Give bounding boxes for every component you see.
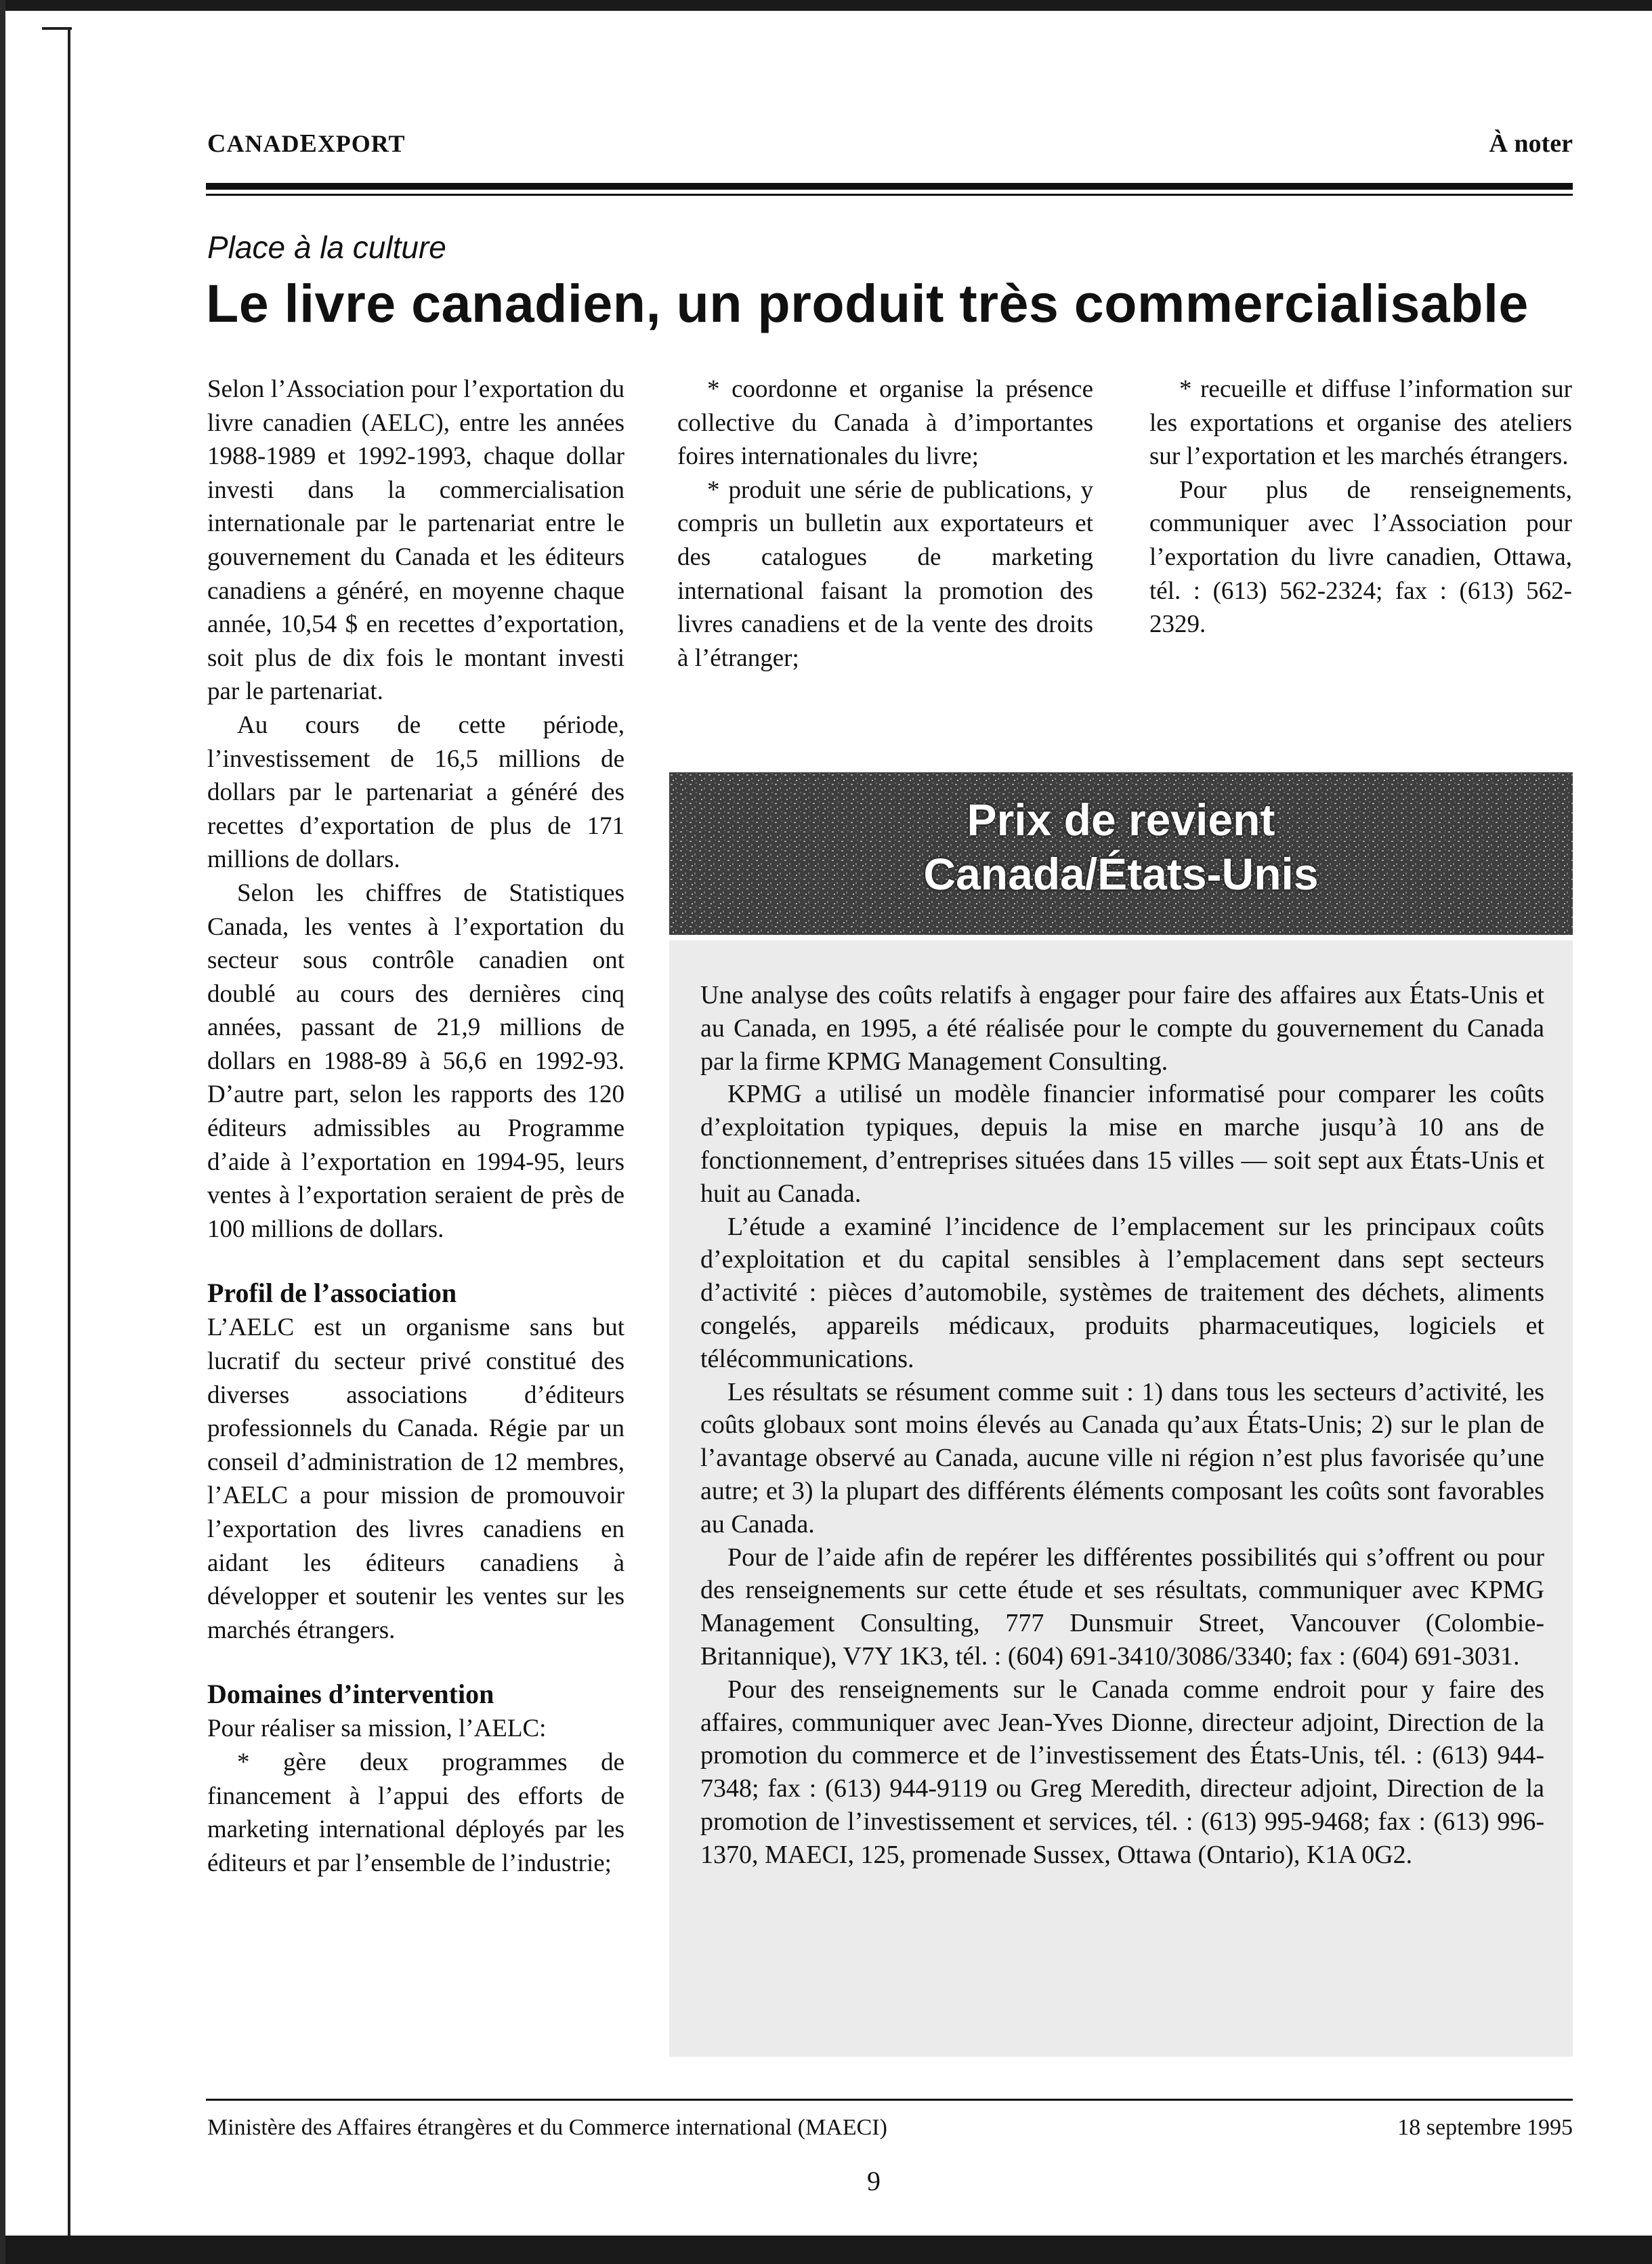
sidebar-text [700,979,1544,1872]
article-column-2 [677,373,1093,675]
article-column-3 [1149,373,1572,642]
running-head [207,129,1573,167]
paragraph: Pour plus de renseignements, communiquer avec l’Association pour l’exportation du livre canadien, Ottawa, tél. : (613) 562-2324; fax : (613) 562-2329. [1149,476,1572,639]
binding-mark [68,27,75,2236]
scan-border-bottom [0,2236,1652,2264]
scan-border-top [0,0,1652,11]
paragraph: L’AELC est un organisme sans but lucratif du secteur privé constitué des diverses associations d’éditeurs professionnels du Canada. Régie par un conseil d’administration de 12 membres, l’AELC a pour mission de promouvoir l’exportation des livres canadiens en aidant les éditeurs canadiens à développer et soutenir les ventes sur les marchés étrangers. [207,1314,624,1644]
paragraph: Selon les chiffres de Statistiques Canada, les ventes à l’exportation du secteur sous contrôle canadien ont doublé au cours des dernières cinq années, passant de 21,9 millions de dollars en 1988-89 à 56,6 en 1992-93. D’autre part, selon les rapports des 120 éditeurs admissibles au Programme d’aide à l’exportation en 1994-95, leurs ventes à l’exportation seraient de près de 100 millions de dollars. [207,879,624,1243]
article-headline: Le livre canadien, un produit très commercialisable [206,273,1529,333]
scan-border-left [0,0,5,2264]
article-kicker: Place à la culture [207,230,446,265]
paragraph: Au cours de cette période, l’investissement de 16,5 millions de dollars par le partenariat a généré des recettes d’exportation de plus de 171 millions de dollars. [207,711,624,874]
paragraph: Pour de l’aide afin de repérer les différentes possibilités qui s’offrent ou pour des renseignements sur cette étude et ses résultats, communiquer avec KPMG Management Consulting, 777 Dunsmuir Street, Vancouver (Colombie-Britannique), V7Y 1K3, tél. : (604) 691-3410/3086/3340; fax : (604) 691-3031. [700,1543,1544,1671]
sidebar-banner [669,772,1573,935]
bullet-item: * produit une série de publications, y compris un bulletin aux exportateurs et des catalogues de marketing international faisant la promotion des livres canadiens et de la vente des droits à l’étranger; [677,476,1093,672]
header-rule-thin [206,194,1573,196]
paragraph: Pour des renseignements sur le Canada comme endroit pour y faire des affaires, communiquer avec Jean-Yves Dionne, directeur adjoint, Direction de la promotion du commerce et de l’investissement des États-Unis, tél. : (613) 944-7348; fax : (613) 944-9119 ou Greg Meredith, directeur adjoint, Direction de la promotion de l’investissement et services, tél. : (613) 995-9468; fax : (613) 996-1370, MAECI, 125, promenade Sussex, Ottawa (Ontario), K1A 0G2. [700,1675,1544,1869]
footer-date: 18 septembre 1995 [1397,2115,1573,2140]
sidebar-title-line-1: Prix de revient [967,795,1275,845]
article-column-1 [207,373,624,1880]
paragraph: KPMG a utilisé un modèle financier informatisé pour comparer les coûts d’exploitation typiques, depuis la mise en marche jusqu’à 10 ans de fonctionnement, d’entreprises situées dans 15 villes — soit sept aux États-Unis et huit au Canada. [700,1080,1544,1208]
subheading-profile: Profil de l’association [207,1278,457,1309]
sidebar-title-line-2: Canada/États-Unis [923,849,1319,899]
bullet-item: * gère deux programmes de financement à l’appui des efforts de marketing international déployés par les éditeurs et par l’ensemble de l’industrie; [207,1748,624,1877]
subheading-domains: Domaines d’intervention [207,1679,494,1710]
paragraph: Une analyse des coûts relatifs à engager pour faire des affaires aux États-Unis et au Canada, en 1995, a été réalisée pour le compte du gouvernement du Canada par la firme KPMG Management Consulting. [700,981,1544,1076]
paragraph: Les résultats se résument comme suit : 1) dans tous les secteurs d’activité, les coûts globaux sont moins élevés au Canada qu’aux États-Unis; 2) sur le plan de l’avantage observé au Canada, aucune ville ni région n’est plus favorisée qu’une autre; et 3) la plupart des différents éléments composant les coûts sont favorables au Canada. [700,1377,1544,1538]
paragraph: Pour réaliser sa mission, l’AELC: [207,1715,547,1743]
publication-name: CANADEXPORT [207,129,406,158]
page-number: 9 [867,2166,881,2196]
paragraph: Selon l’Association pour l’exportation du livre canadien (AELC), entre les années 1988-1989 et 1992-1993, chaque dollar investi dans la commercialisation internationale par le partenariat entre le gouvernement du Canada et les éditeurs canadiens a généré, en moyenne chaque année, 10,54 $ en recettes d’exportation, soit plus de dix fois le montant investi par le partenariat. [207,375,624,706]
footer-rule [206,2099,1573,2101]
header-rule-thick [206,183,1573,190]
bullet-item: * coordonne et organise la présence collective du Canada à d’importantes foires internationales du livre; [677,375,1093,471]
binding-mark-top [42,27,72,30]
sidebar-title [669,793,1573,901]
bullet-item: * recueille et diffuse l’information sur les exportations et organise des ateliers sur l’exportation et les marchés étrangers. [1149,375,1572,471]
paragraph: L’étude a examiné l’incidence de l’emplacement sur les principaux coûts d’exploitation et du capital sensibles à l’emplacement dans sept secteurs d’activité : pièces d’automobile, systèmes de traitement des déchets, aliments congelés, appareils médicaux, produits pharmaceutiques, logiciels et télécommunications. [700,1212,1544,1373]
section-label: À noter [1489,129,1573,158]
footer-ministry: Ministère des Affaires étrangères et du Commerce international (MAECI) [207,2115,887,2140]
